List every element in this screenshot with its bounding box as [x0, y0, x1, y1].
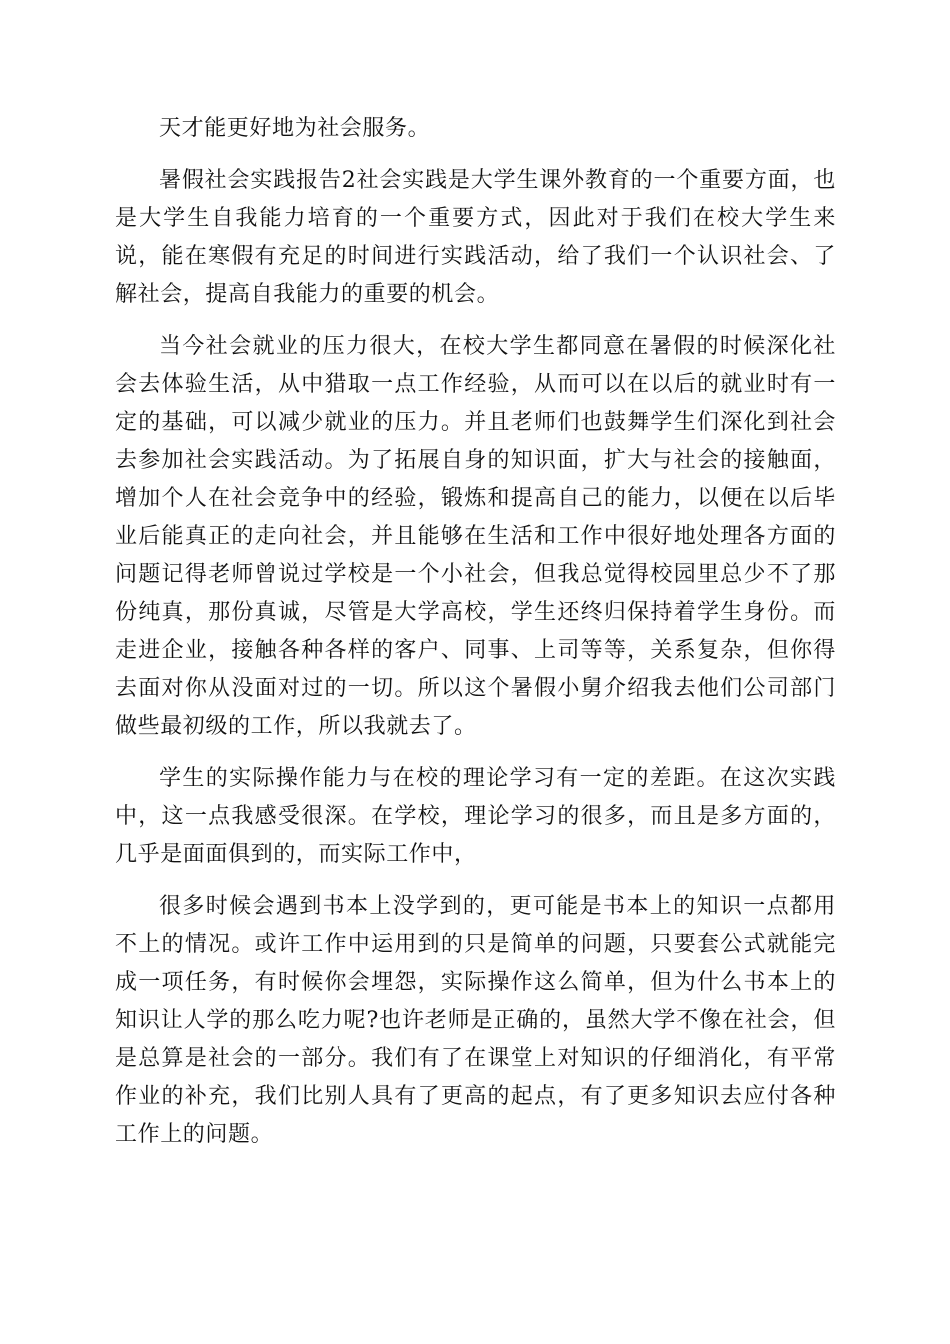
- paragraph-2: 暑假社会实践报告2社会实践是大学生课外教育的一个重要方面，也是大学生自我能力培育的一个重要方式，因此对于我们在校大学生来说，能在寒假有充足的时间进行实践活动，给了我们一个认识社会、了解社会，提高自我能力的重要的机会。: [115, 168, 836, 307]
- paragraph-1: 天才能更好地为社会服务。: [159, 116, 431, 141]
- document-body: [115, 110, 836, 1168]
- paragraph-4: 学生的实际操作能力与在校的理论学习有一定的差距。在这次实践中，这一点我感受很深。在学校，理论学习的很多，而且是多方面的，几乎是面面俱到的，而实际工作中，: [115, 766, 836, 867]
- paragraph-5: 很多时候会遇到书本上没学到的，更可能是书本上的知识一点都用不上的情况。或许工作中运用到的只是简单的问题，只要套公式就能完成一项任务，有时候你会埋怨，实际操作这么简单，但为什么书本上的知识让人学的那么吃力呢?也许老师是正确的，虽然大学不像在社会，但是总算是社会的一部分。我们有了在课堂上对知识的仔细消化，有平常作业的补充，我们比别人具有了更高的起点，有了更多知识去应付各种工作上的问题。: [115, 894, 836, 1147]
- paragraph-3: 当今社会就业的压力很大，在校大学生都同意在暑假的时候深化社会去体验生活，从中猎取一点工作经验，从而可以在以后的就业时有一定的基础，可以减少就业的压力。并且老师们也鼓舞学生们深化到社会去参加社会实践活动。为了拓展自身的知识面，扩大与社会的接触面，增加个人在社会竞争中的经验，锻炼和提高自己的能力，以便在以后毕业后能真正的走向社会，并且能够在生活和工作中很好地处理各方面的问题记得老师曾说过学校是一个小社会，但我总觉得校园里总少不了那份纯真，那份真诚，尽管是大学高校，学生还终归保持着学生身份。而走进企业，接触各种各样的客户、同事、上司等等，关系复杂，但你得去面对你从没面对过的一切。所以这个暑假小舅介绍我去他们公司部门做些最初级的工作，所以我就去了。: [115, 334, 836, 739]
